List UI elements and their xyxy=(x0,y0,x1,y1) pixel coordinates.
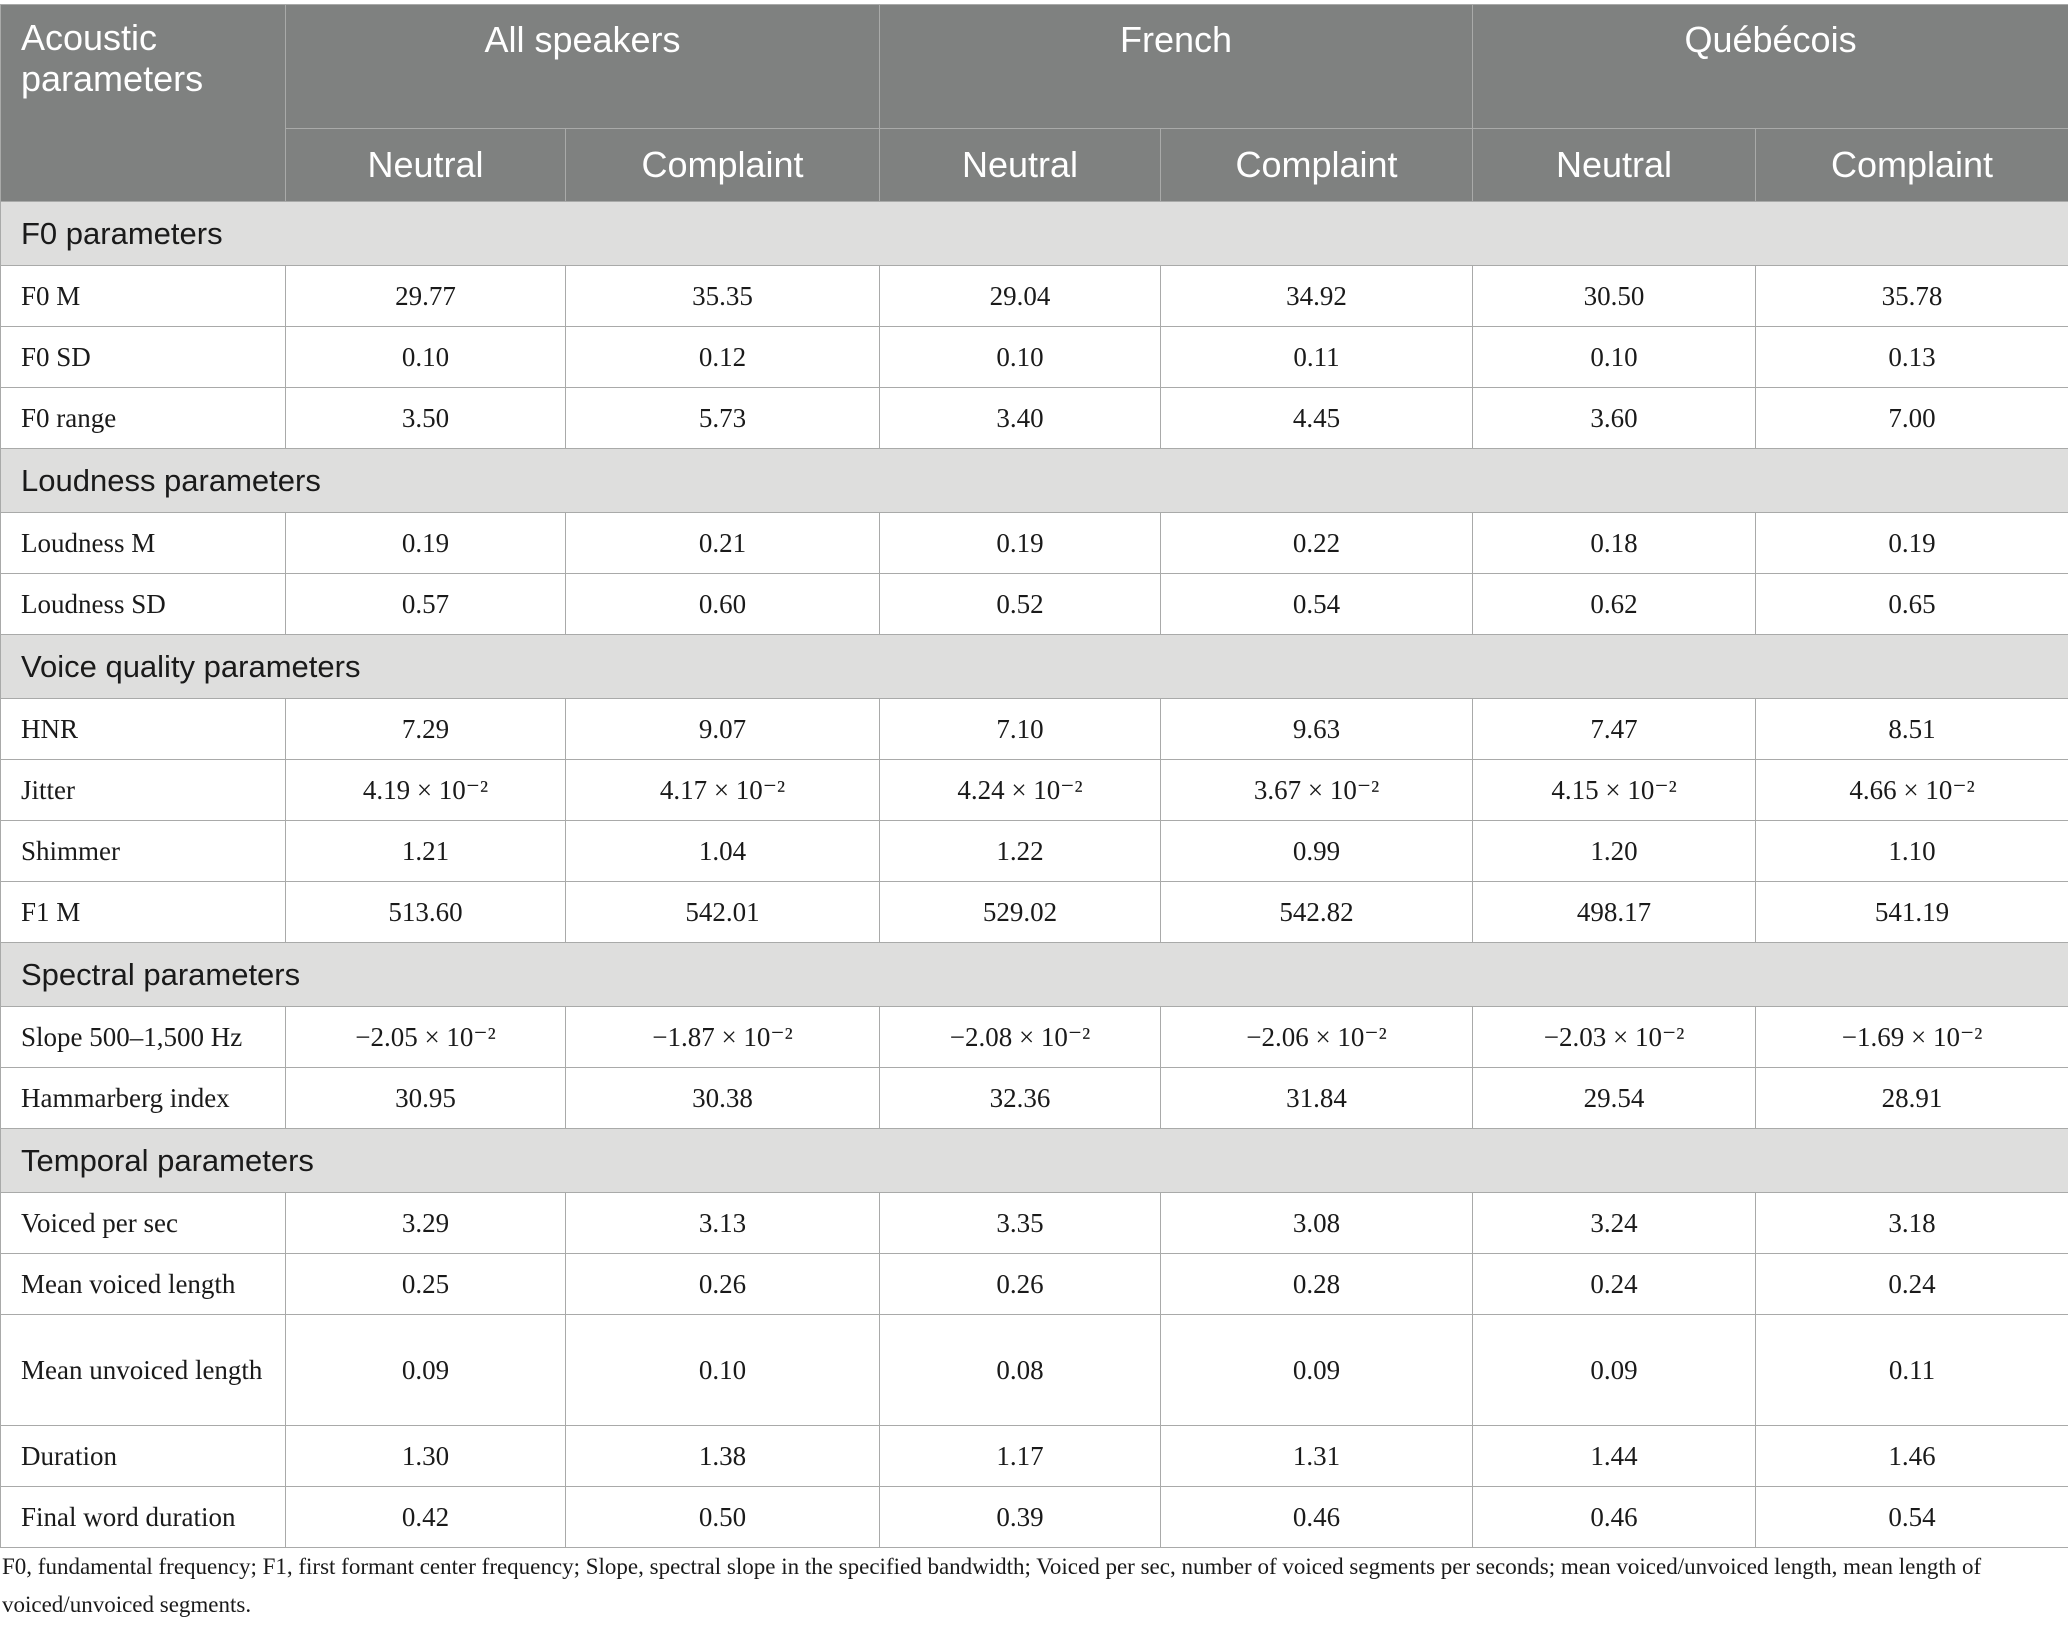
value-cell: 30.50 xyxy=(1473,266,1756,327)
table-row xyxy=(1,1315,2068,1426)
row-label: F0 range xyxy=(1,388,286,449)
value-cell: 1.17 xyxy=(880,1426,1161,1487)
value-cell: 0.19 xyxy=(880,513,1161,574)
value-cell: 0.54 xyxy=(1756,1487,2068,1548)
value-cell: 1.30 xyxy=(286,1426,566,1487)
value-cell: 0.19 xyxy=(1756,513,2068,574)
table-container xyxy=(0,4,2068,1548)
section-title: Spectral parameters xyxy=(1,943,2068,1007)
value-cell: 4.19 × 10⁻² xyxy=(286,760,566,821)
subheader-complaint: Complaint xyxy=(1756,129,2068,202)
value-cell: 0.25 xyxy=(286,1254,566,1315)
table-row xyxy=(1,574,2068,635)
value-cell: 3.18 xyxy=(1756,1193,2068,1254)
row-label: Loudness M xyxy=(1,513,286,574)
value-cell: 0.09 xyxy=(1473,1315,1756,1426)
value-cell: −1.69 × 10⁻² xyxy=(1756,1007,2068,1068)
value-cell: 29.77 xyxy=(286,266,566,327)
value-cell: 1.46 xyxy=(1756,1426,2068,1487)
value-cell: 498.17 xyxy=(1473,882,1756,943)
value-cell: −2.05 × 10⁻² xyxy=(286,1007,566,1068)
table-row xyxy=(1,266,2068,327)
table-row xyxy=(1,1487,2068,1548)
value-cell: 34.92 xyxy=(1161,266,1473,327)
value-cell: 0.46 xyxy=(1473,1487,1756,1548)
section-row xyxy=(1,635,2068,699)
subheader-neutral: Neutral xyxy=(286,129,566,202)
table-row xyxy=(1,760,2068,821)
acoustic-parameters-table xyxy=(0,4,2068,1548)
value-cell: 3.50 xyxy=(286,388,566,449)
value-cell: 4.17 × 10⁻² xyxy=(566,760,880,821)
value-cell: 541.19 xyxy=(1756,882,2068,943)
value-cell: 7.29 xyxy=(286,699,566,760)
table-row xyxy=(1,1426,2068,1487)
row-label: Loudness SD xyxy=(1,574,286,635)
row-label: Final word duration xyxy=(1,1487,286,1548)
value-cell: 32.36 xyxy=(880,1068,1161,1129)
value-cell: 0.09 xyxy=(286,1315,566,1426)
value-cell: 0.10 xyxy=(286,327,566,388)
header-group-all-speakers: All speakers xyxy=(286,5,880,129)
row-label: Voiced per sec xyxy=(1,1193,286,1254)
value-cell: 3.60 xyxy=(1473,388,1756,449)
value-cell: 0.99 xyxy=(1161,821,1473,882)
value-cell: 1.31 xyxy=(1161,1426,1473,1487)
value-cell: 0.11 xyxy=(1161,327,1473,388)
section-title: F0 parameters xyxy=(1,202,2068,266)
section-title: Temporal parameters xyxy=(1,1129,2068,1193)
value-cell: 3.13 xyxy=(566,1193,880,1254)
value-cell: 0.12 xyxy=(566,327,880,388)
subheader-complaint: Complaint xyxy=(1161,129,1473,202)
value-cell: 0.26 xyxy=(566,1254,880,1315)
value-cell: 0.24 xyxy=(1756,1254,2068,1315)
value-cell: 0.50 xyxy=(566,1487,880,1548)
value-cell: 9.63 xyxy=(1161,699,1473,760)
value-cell: 7.47 xyxy=(1473,699,1756,760)
section-title: Loudness parameters xyxy=(1,449,2068,513)
value-cell: 29.54 xyxy=(1473,1068,1756,1129)
table-row xyxy=(1,327,2068,388)
value-cell: 0.57 xyxy=(286,574,566,635)
value-cell: 0.54 xyxy=(1161,574,1473,635)
value-cell: 0.22 xyxy=(1161,513,1473,574)
value-cell: 4.15 × 10⁻² xyxy=(1473,760,1756,821)
row-label: Mean unvoiced length xyxy=(1,1315,286,1426)
value-cell: 3.40 xyxy=(880,388,1161,449)
row-label: Hammarberg index xyxy=(1,1068,286,1129)
value-cell: 0.13 xyxy=(1756,327,2068,388)
value-cell: 0.46 xyxy=(1161,1487,1473,1548)
value-cell: 31.84 xyxy=(1161,1068,1473,1129)
value-cell: 1.20 xyxy=(1473,821,1756,882)
table-row xyxy=(1,882,2068,943)
value-cell: 1.38 xyxy=(566,1426,880,1487)
table-row xyxy=(1,1007,2068,1068)
value-cell: 0.10 xyxy=(566,1315,880,1426)
value-cell: 0.60 xyxy=(566,574,880,635)
value-cell: 0.52 xyxy=(880,574,1161,635)
row-label: Shimmer xyxy=(1,821,286,882)
value-cell: 0.21 xyxy=(566,513,880,574)
value-cell: 0.10 xyxy=(1473,327,1756,388)
value-cell: 28.91 xyxy=(1756,1068,2068,1129)
value-cell: 0.26 xyxy=(880,1254,1161,1315)
value-cell: 0.28 xyxy=(1161,1254,1473,1315)
table-row xyxy=(1,821,2068,882)
row-label: Jitter xyxy=(1,760,286,821)
value-cell: 0.42 xyxy=(286,1487,566,1548)
value-cell: 1.21 xyxy=(286,821,566,882)
value-cell: 0.19 xyxy=(286,513,566,574)
value-cell: 542.82 xyxy=(1161,882,1473,943)
value-cell: 5.73 xyxy=(566,388,880,449)
value-cell: 3.29 xyxy=(286,1193,566,1254)
value-cell: 0.24 xyxy=(1473,1254,1756,1315)
row-label: Slope 500–1,500 Hz xyxy=(1,1007,286,1068)
table-row xyxy=(1,1193,2068,1254)
value-cell: 0.09 xyxy=(1161,1315,1473,1426)
table-row xyxy=(1,513,2068,574)
table-footnote: F0, fundamental frequency; F1, first formant center frequency; Slope, spectral slope in the specified bandwidth; Voiced per sec, number of voiced segments per seconds; mean voiced/unvoiced length, mean length of voiced/unvoiced segments. xyxy=(2,1554,1982,1617)
subheader-neutral: Neutral xyxy=(1473,129,1756,202)
section-row xyxy=(1,1129,2068,1193)
value-cell: 4.45 xyxy=(1161,388,1473,449)
subheader-complaint: Complaint xyxy=(566,129,880,202)
value-cell: 29.04 xyxy=(880,266,1161,327)
value-cell: 4.24 × 10⁻² xyxy=(880,760,1161,821)
value-cell: 35.78 xyxy=(1756,266,2068,327)
value-cell: 8.51 xyxy=(1756,699,2068,760)
value-cell: 0.10 xyxy=(880,327,1161,388)
value-cell: 3.67 × 10⁻² xyxy=(1161,760,1473,821)
row-label: Mean voiced length xyxy=(1,1254,286,1315)
value-cell: 1.44 xyxy=(1473,1426,1756,1487)
table-row xyxy=(1,388,2068,449)
value-cell: 529.02 xyxy=(880,882,1161,943)
value-cell: 3.24 xyxy=(1473,1193,1756,1254)
value-cell: 1.22 xyxy=(880,821,1161,882)
value-cell: 4.66 × 10⁻² xyxy=(1756,760,2068,821)
value-cell: 0.18 xyxy=(1473,513,1756,574)
section-row xyxy=(1,449,2068,513)
value-cell: 1.04 xyxy=(566,821,880,882)
value-cell: −2.03 × 10⁻² xyxy=(1473,1007,1756,1068)
section-title: Voice quality parameters xyxy=(1,635,2068,699)
value-cell: 0.11 xyxy=(1756,1315,2068,1426)
value-cell: 3.08 xyxy=(1161,1193,1473,1254)
header-group-quebecois: Québécois xyxy=(1473,5,2068,129)
row-label: HNR xyxy=(1,699,286,760)
value-cell: 1.10 xyxy=(1756,821,2068,882)
row-label: Duration xyxy=(1,1426,286,1487)
value-cell: 0.62 xyxy=(1473,574,1756,635)
value-cell: 35.35 xyxy=(566,266,880,327)
row-label: F1 M xyxy=(1,882,286,943)
header-acoustic-parameters: Acoustic parameters xyxy=(1,5,286,202)
value-cell: 513.60 xyxy=(286,882,566,943)
header-group-french: French xyxy=(880,5,1473,129)
table-row xyxy=(1,1068,2068,1129)
table-body xyxy=(1,202,2068,1548)
value-cell: 542.01 xyxy=(566,882,880,943)
value-cell: 9.07 xyxy=(566,699,880,760)
value-cell: 3.35 xyxy=(880,1193,1161,1254)
value-cell: 0.39 xyxy=(880,1487,1161,1548)
subheader-neutral: Neutral xyxy=(880,129,1161,202)
value-cell: −1.87 × 10⁻² xyxy=(566,1007,880,1068)
row-label: F0 SD xyxy=(1,327,286,388)
value-cell: 0.08 xyxy=(880,1315,1161,1426)
section-row xyxy=(1,202,2068,266)
table-header xyxy=(1,5,2068,202)
value-cell: 7.10 xyxy=(880,699,1161,760)
table-row xyxy=(1,699,2068,760)
value-cell: 7.00 xyxy=(1756,388,2068,449)
row-label: F0 M xyxy=(1,266,286,327)
value-cell: −2.08 × 10⁻² xyxy=(880,1007,1161,1068)
value-cell: 0.65 xyxy=(1756,574,2068,635)
value-cell: 30.38 xyxy=(566,1068,880,1129)
value-cell: 30.95 xyxy=(286,1068,566,1129)
section-row xyxy=(1,943,2068,1007)
value-cell: −2.06 × 10⁻² xyxy=(1161,1007,1473,1068)
table-row xyxy=(1,1254,2068,1315)
